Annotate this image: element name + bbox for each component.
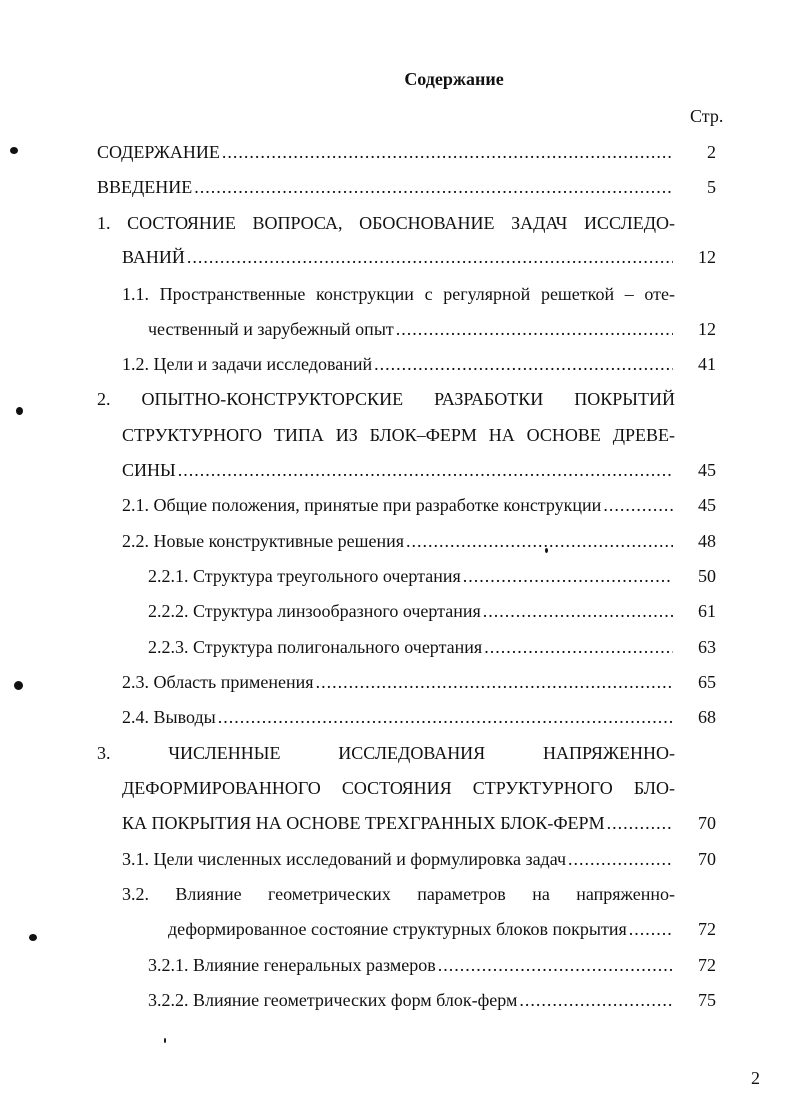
- toc-entry[interactable]: [122, 494, 675, 516]
- toc-entry-line: 1. СОСТОЯНИЕ ВОПРОСА, ОБОСНОВАНИЕ ЗАДАЧ ИССЛЕДО-: [97, 213, 675, 233]
- toc-entry-text: 2.2.3. Структура полигонального очертания: [148, 637, 483, 657]
- toc-entry[interactable]: [122, 848, 675, 870]
- toc-entry-line: 2. ОПЫТНО-КОНСТРУКТОРСКИЕ РАЗРАБОТКИ ПОКРЫТИЙ: [97, 389, 675, 409]
- toc-entry[interactable]: [122, 246, 675, 268]
- toc-entry[interactable]: [97, 141, 675, 163]
- toc-entry-line: ДЕФОРМИРОВАННОГО СОСТОЯНИЯ СТРУКТУРНОГО БЛО-: [122, 778, 675, 798]
- leader-dots: [316, 671, 673, 693]
- leader-dots: [374, 353, 673, 375]
- toc-page-number: 48: [698, 531, 716, 551]
- leader-dots: [568, 848, 673, 870]
- scan-speck: [10, 147, 18, 154]
- toc-entry-line: СТРУКТУРНОГО ТИПА ИЗ БЛОК–ФЕРМ НА ОСНОВЕ ДРЕВЕ-: [122, 425, 675, 445]
- toc-entry[interactable]: [97, 176, 675, 198]
- toc-entry-text: 1.2. Цели и задачи исследований: [122, 354, 373, 374]
- toc-entry[interactable]: [122, 459, 675, 481]
- toc-page-number: 68: [698, 707, 716, 727]
- toc-page-number: 45: [698, 460, 716, 480]
- toc-page-number: 65: [698, 672, 716, 692]
- leader-dots: [194, 176, 673, 198]
- toc-page-number: 72: [698, 955, 716, 975]
- leader-dots: [187, 246, 673, 268]
- toc-page-number: 41: [698, 354, 716, 374]
- toc-entry-line: 3.2. Влияние геометрических параметров на напряженно-: [122, 884, 675, 904]
- toc-entry-text: 2.4. Выводы: [122, 707, 216, 727]
- toc-entry[interactable]: [148, 565, 675, 587]
- toc-entry-text: 2.3. Область применения: [122, 672, 314, 692]
- toc-page-number: 50: [698, 566, 716, 586]
- toc-page-number: 2: [707, 142, 716, 162]
- toc-entry-text: деформированное состояние структурных блоков покрытия: [168, 919, 627, 939]
- leader-dots: [222, 141, 673, 163]
- toc-entry-text: 3.2.2. Влияние геометрических форм блок-ферм: [148, 990, 518, 1010]
- toc-entry-text: ВАНИЙ: [122, 247, 185, 267]
- leader-dots: [603, 494, 673, 516]
- scan-speck: [545, 548, 548, 553]
- scan-speck: [164, 1038, 166, 1043]
- toc-entry[interactable]: [122, 812, 675, 834]
- toc-entry-text: 3.1. Цели численных исследований и формулировка задач: [122, 849, 567, 869]
- toc-entry[interactable]: [122, 530, 675, 552]
- leader-dots: [178, 459, 673, 481]
- toc-page-number: 45: [698, 495, 716, 515]
- scan-speck: [14, 681, 23, 690]
- leader-dots: [406, 530, 673, 552]
- leader-dots: [483, 600, 673, 622]
- toc-entry[interactable]: [148, 954, 675, 976]
- toc-entry-text: СИНЫ: [122, 460, 176, 480]
- toc-page-number: 70: [698, 849, 716, 869]
- leader-dots: [438, 954, 673, 976]
- leader-dots: [396, 318, 673, 340]
- toc-page-number: 12: [698, 247, 716, 267]
- toc-entry-text: 2.1. Общие положения, принятые при разработке конструкции: [122, 495, 602, 515]
- toc-page-number: 61: [698, 601, 716, 621]
- toc-entry-text: СОДЕРЖАНИЕ: [97, 142, 220, 162]
- toc-page-number: 12: [698, 319, 716, 339]
- toc-page-number: 5: [707, 177, 716, 197]
- scan-speck: [16, 407, 23, 415]
- toc-entry[interactable]: [122, 353, 675, 375]
- page-title: Содержание: [404, 69, 504, 89]
- leader-dots: [629, 918, 673, 940]
- toc-entry[interactable]: [168, 918, 675, 940]
- page-number: 2: [751, 1068, 760, 1088]
- toc-page-number: 72: [698, 919, 716, 939]
- leader-dots: [484, 636, 673, 658]
- toc-page-number: 70: [698, 813, 716, 833]
- toc-entry[interactable]: [148, 318, 675, 340]
- toc-entry[interactable]: [122, 671, 675, 693]
- toc-entry-text: чественный и зарубежный опыт: [148, 319, 394, 339]
- toc-entry-line: 1.1. Пространственные конструкции с регулярной решеткой – оте-: [122, 284, 675, 304]
- toc-entry-text: 3.2.1. Влияние генеральных размеров: [148, 955, 436, 975]
- scan-speck: [29, 934, 37, 941]
- leader-dots: [607, 812, 673, 834]
- leader-dots: [463, 565, 673, 587]
- toc-entry-text: 2.2.1. Структура треугольного очертания: [148, 566, 461, 586]
- toc-entry[interactable]: [148, 636, 675, 658]
- toc-page-number: 75: [698, 990, 716, 1010]
- leader-dots: [218, 706, 673, 728]
- toc-entry[interactable]: [122, 706, 675, 728]
- toc-page-number: 63: [698, 637, 716, 657]
- toc-entry-line: 3. ЧИСЛЕННЫЕ ИССЛЕДОВАНИЯ НАПРЯЖЕННО-: [97, 743, 675, 763]
- toc-entry-text: 2.2. Новые конструктивные решения: [122, 531, 404, 551]
- toc-entry-text: 2.2.2. Структура линзообразного очертания: [148, 601, 481, 621]
- toc-entry[interactable]: [148, 989, 675, 1011]
- toc-entry-text: ВВЕДЕНИЕ: [97, 177, 193, 197]
- page-column-header: Стр.: [690, 106, 724, 126]
- toc-entry-text: КА ПОКРЫТИЯ НА ОСНОВЕ ТРЕХГРАННЫХ БЛОК-ФЕРМ: [122, 813, 605, 833]
- leader-dots: [519, 989, 673, 1011]
- toc-entry[interactable]: [148, 600, 675, 622]
